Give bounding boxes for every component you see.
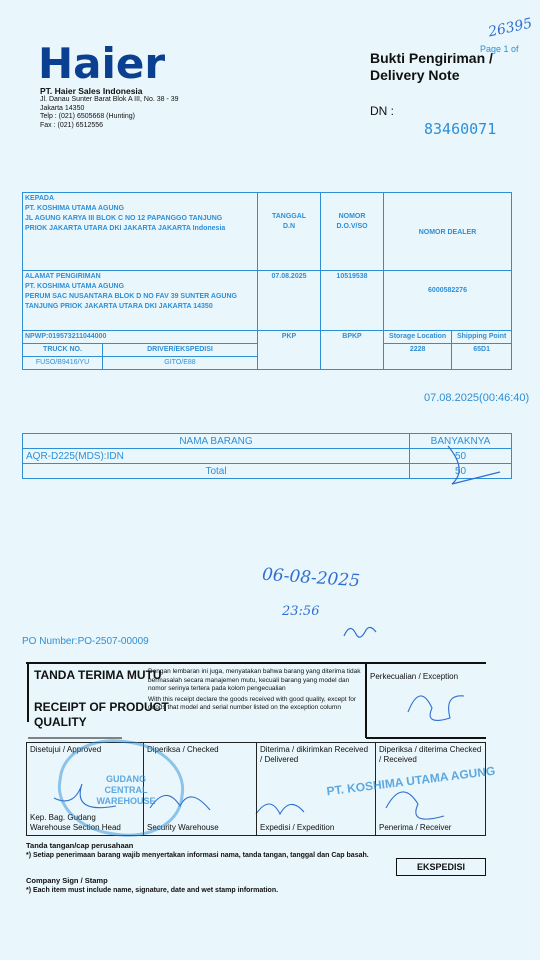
note-en: *) Each item must include name, signature, date and wet stamp information. xyxy=(26,887,279,894)
item-quantity: 50 xyxy=(410,449,512,464)
page-indicator: Page 1 of xyxy=(480,44,519,54)
npwp: NPWP:019573211044000 xyxy=(23,331,258,344)
company-address: Jl. Danau Sunter Barat Blok A III, No. 38 - 39 Jakarta 14350 Telp : (021) 6505668 (Hunting) Fax : (021) 6512556 xyxy=(40,96,179,129)
company-stamp: PT. KOSHIMA UTAMA AGUNG xyxy=(325,763,497,799)
note-id: *) Setiap penerimaan barang wajib menyertakan informasi nama, tanda tangan, tanggal dan Cap basah. xyxy=(26,852,369,859)
received-cell: Diperiksa / diterima Checked / Received Penerima / Receiver xyxy=(376,743,486,836)
print-timestamp: 07.08.2025(00:46:40) xyxy=(424,392,530,404)
storage-location-label: Storage Location xyxy=(384,331,452,344)
dealer-number: 6000582276 xyxy=(384,271,512,331)
company-name: PT. Haier Sales Indonesia xyxy=(40,86,143,96)
receipt-title-en: RECEIPT OF PRODUCT xyxy=(34,700,169,714)
total-label: Total xyxy=(23,464,410,479)
document-title: Bukti Pengiriman / Delivery Note xyxy=(370,50,493,83)
truck-driver-values: FUSO/B9416/YU GITO/E88 xyxy=(23,357,258,370)
truck-driver-header: TRUCK NO. DRIVER/EKSPEDISI xyxy=(23,344,258,357)
total-value: 50 xyxy=(410,464,512,479)
recipient-cell: KEPADA PT. KOSHIMA UTAMA AGUNG JL AGUNG KARYA III BLOK C NO 12 PAPANGGO TANJUNG PRIOK JAKARTA UTARA DKI JAKARTA JAKARTA Indonesia xyxy=(23,193,258,271)
tanggal-header: TANGGAL D.N xyxy=(258,193,321,271)
approved-cell: Disetujui / Approved Kep. Bag. Gudang Warehouse Section Head xyxy=(27,743,144,836)
handwritten-date: 06-08-2025 xyxy=(261,564,361,592)
col-quantity: BANYAKNYA xyxy=(410,434,512,449)
dn-date: 07.08.2025 xyxy=(258,271,321,331)
handwritten-time: 23:56 xyxy=(282,604,320,619)
warehouse-stamp-text: GUDANG CENTRAL WAREHOUSE xyxy=(96,774,156,806)
company-sign-label: Company Sign / Stamp xyxy=(26,876,108,885)
tanda-cap-label: Tanda tangan/cap perusahaan xyxy=(26,841,134,850)
receipt-title-en-2: QUALITY xyxy=(34,715,87,729)
dn-number: 83460071 xyxy=(424,120,497,138)
dn-label: DN : xyxy=(370,104,394,118)
pkp: PKP xyxy=(258,331,321,370)
handwritten-number: 26395 xyxy=(486,15,534,41)
exception-label: Perkecualian / Exception xyxy=(370,672,459,681)
dealer-header: NOMOR DEALER xyxy=(384,193,512,271)
shipping-point-label: Shipping Point xyxy=(452,331,512,344)
nomor-header: NOMOR D.O.V/SO xyxy=(321,193,384,271)
po-number: PO Number:PO-2507-00009 xyxy=(22,636,149,647)
item-name: AQR-D225(MDS):IDN xyxy=(23,449,410,464)
shipping-point-value: 65D1 xyxy=(452,344,512,370)
receipt-description: Dengan lembaran ini juga, menyatakan bahwa barang yang diterima tidak bermasalah secara manajemen mutu, kecuali barang yang model dan nomor serinya tertera pada kolom pengecualian With this receipt declare the goods received with good quality, except for goods that model and serial number listed on the exception column xyxy=(148,668,361,711)
storage-location-value: 2228 xyxy=(384,344,452,370)
shipping-address-cell: ALAMAT PENGIRIMAN PT. KOSHIMA UTAMA AGUNG PERUM SAC NUSANTARA BLOK D NO FAV 39 SUNTER AGUNG TANJUNG PRIOK JAKARTA UTARA DKI JAKARTA 14350 xyxy=(23,271,258,331)
delivered-cell: Diterima / dikirimkan Received / Delivered Expedisi / Expedition xyxy=(257,743,376,836)
col-item-name: NAMA BARANG xyxy=(23,434,410,449)
receipt-title-id: TANDA TERIMA MUTU xyxy=(34,668,162,682)
do-number: 10519538 xyxy=(321,271,384,331)
checked-cell: Diperiksa / Checked Security Warehouse xyxy=(144,743,257,836)
haier-logo: Haier xyxy=(38,39,166,88)
ekspedisi-label: EKSPEDISI xyxy=(396,858,486,876)
bpkp: BPKP xyxy=(321,331,384,370)
